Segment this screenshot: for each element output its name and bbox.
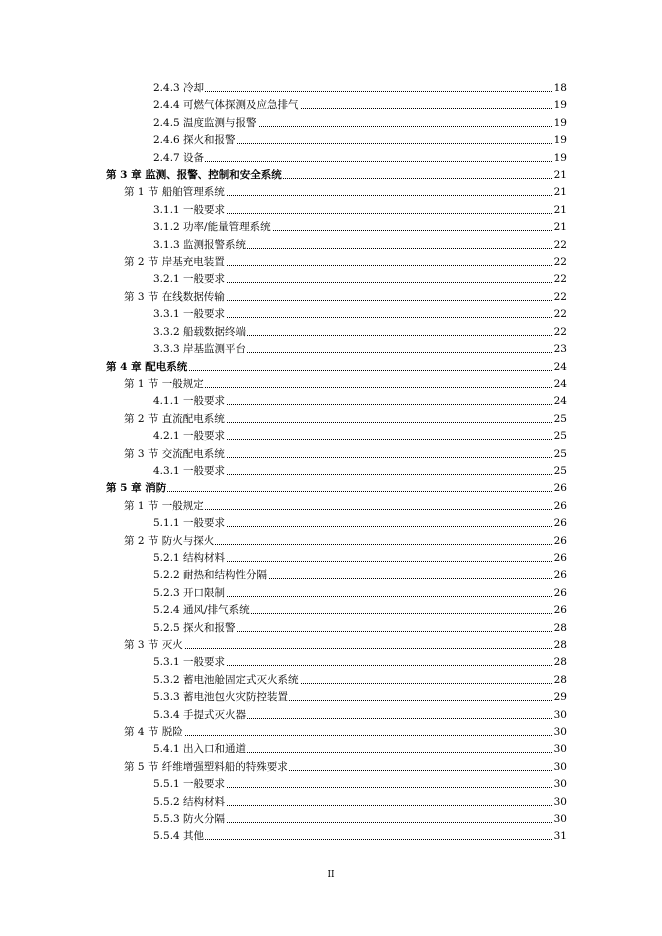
toc-entry-section[interactable] (0, 637, 662, 654)
toc-entry-sub[interactable] (0, 324, 662, 341)
toc-entry-sub[interactable] (0, 393, 662, 410)
toc-entry-title: 5.2.4 通风/排气系统 (153, 602, 251, 619)
toc-entry-title: 4.2.1 一般要求 (153, 428, 226, 445)
toc-entry-page: 19 (553, 116, 567, 129)
toc-entry-page: 21 (553, 169, 567, 182)
toc-entry-sub[interactable] (0, 80, 662, 97)
toc-entry-title: 第 4 节 脱险 (124, 724, 184, 741)
dot-leader (124, 648, 552, 649)
toc-entry-page: 28 (553, 673, 567, 686)
toc-entry-sub[interactable] (0, 341, 662, 358)
toc-entry-chapter[interactable] (0, 359, 662, 376)
toc-entry-page: 25 (553, 464, 567, 477)
toc-entry-page: 30 (553, 708, 567, 721)
toc-entry-page: 26 (553, 534, 567, 547)
toc-entry-sub[interactable] (0, 150, 662, 167)
toc-entry-title: 4.1.1 一般要求 (153, 393, 226, 410)
dot-leader (106, 491, 552, 492)
dot-leader (153, 91, 552, 92)
toc-entry-sub[interactable] (0, 741, 662, 758)
toc-entry-section[interactable] (0, 498, 662, 515)
toc-entry-page: 22 (553, 325, 567, 338)
toc-entry-sub[interactable] (0, 115, 662, 132)
toc-entry-title: 3.1.1 一般要求 (153, 202, 226, 219)
toc-entry-section[interactable] (0, 724, 662, 741)
toc-entry-page: 30 (553, 760, 567, 773)
toc-entry-page: 30 (553, 743, 567, 756)
toc-entry-title: 5.3.1 一般要求 (153, 654, 226, 671)
toc-entry-title: 第 2 节 岸基充电装置 (124, 254, 226, 271)
toc-entry-page: 26 (553, 604, 567, 617)
toc-entry-page: 24 (553, 395, 567, 408)
toc-entry-section[interactable] (0, 533, 662, 550)
toc-entry-title: 3.1.3 监测报警系统 (153, 237, 247, 254)
toc-entry-sub[interactable] (0, 567, 662, 584)
toc-entry-title: 2.4.4 可燃气体探测及应急排气 (153, 97, 300, 114)
toc-entry-page: 24 (553, 377, 567, 390)
toc-entry-title: 第 5 章 消防 (106, 480, 167, 497)
toc-entry-sub[interactable] (0, 306, 662, 323)
toc-entry-title: 第 2 节 防火与探火 (124, 533, 215, 550)
toc-entry-title: 5.2.1 结构材料 (153, 550, 226, 567)
toc-entry-page: 28 (553, 621, 567, 634)
toc-entry-section[interactable] (0, 184, 662, 201)
toc-entry-sub[interactable] (0, 776, 662, 793)
toc-entry-sub[interactable] (0, 794, 662, 811)
toc-entry-title: 3.2.1 一般要求 (153, 271, 226, 288)
toc-entry-page: 29 (553, 691, 567, 704)
toc-entry-title: 3.3.1 一般要求 (153, 306, 226, 323)
toc-entry-title: 第 2 节 直流配电系统 (124, 411, 226, 428)
toc-entry-section[interactable] (0, 254, 662, 271)
toc-entry-title: 5.5.2 结构材料 (153, 794, 226, 811)
toc-entry-page: 28 (553, 639, 567, 651)
toc-entry-title: 2.4.7 设备 (153, 150, 205, 167)
toc-entry-page: 30 (553, 778, 567, 791)
toc-entry-title: 5.5.1 一般要求 (153, 776, 226, 793)
toc-entry-page: 19 (553, 151, 567, 164)
toc-entry-sub[interactable] (0, 202, 662, 219)
toc-entry-sub[interactable] (0, 271, 662, 288)
toc-entry-title: 第 3 章 监测、报警、控制和安全系统 (106, 167, 283, 184)
toc-entry-sub[interactable] (0, 689, 662, 706)
toc-entry-sub[interactable] (0, 97, 662, 114)
toc-entry-title: 5.2.2 耐热和结构性分隔 (153, 567, 268, 584)
toc-entry-page: 22 (553, 308, 567, 321)
toc-entry-title: 第 3 节 在线数据传输 (124, 289, 226, 306)
toc-entry-page: 19 (553, 99, 567, 112)
toc-entry-title: 4.3.1 一般要求 (153, 463, 226, 480)
toc-entry-title: 第 4 章 配电系统 (106, 359, 188, 376)
toc-entry-sub[interactable] (0, 828, 662, 845)
toc-entry-page: 22 (553, 273, 567, 286)
dot-leader (124, 735, 552, 736)
toc-entry-title: 5.5.3 防火分隔 (153, 811, 226, 828)
toc-entry-page: 25 (553, 412, 567, 425)
toc-entry-page: 21 (553, 186, 567, 199)
toc-entry-page: 26 (553, 499, 567, 512)
toc-entry-page: 30 (553, 813, 567, 826)
toc-entry-page: 28 (553, 656, 567, 669)
toc-entry-page: 26 (553, 586, 567, 599)
toc-entry-sub[interactable] (0, 237, 662, 254)
toc-entry-page: 21 (553, 221, 567, 234)
dot-leader (153, 161, 552, 162)
toc-entry-title: 5.3.2 蓄电池舱固定式灭火系统 (153, 672, 300, 689)
toc-entry-page: 23 (553, 343, 567, 356)
toc-entry-page: 25 (553, 447, 567, 460)
toc-entry-title: 2.4.3 冷却 (153, 80, 205, 97)
toc-entry-section[interactable] (0, 446, 662, 463)
toc-entry-title: 5.2.3 开口限制 (153, 585, 226, 602)
toc-entry-sub[interactable] (0, 550, 662, 567)
toc-entry-page: 22 (553, 256, 567, 269)
toc-entry-title: 5.5.4 其他 (153, 828, 205, 845)
toc-entry-title: 2.4.6 探火和报警 (153, 132, 237, 149)
toc-entry-sub[interactable] (0, 602, 662, 619)
toc-entry-title: 5.3.4 手提式灭火器 (153, 707, 247, 724)
toc-entry-page: 18 (553, 82, 567, 94)
toc-entry-sub[interactable] (0, 463, 662, 480)
toc-entry-page: 22 (553, 290, 567, 303)
toc-entry-page: 26 (553, 569, 567, 582)
toc-entry-title: 2.4.5 温度监测与报警 (153, 115, 258, 132)
toc-entry-title: 第 3 节 交流配电系统 (124, 446, 226, 463)
toc-entry-page: 22 (553, 238, 567, 251)
toc-entry-sub[interactable] (0, 585, 662, 602)
toc-entry-sub[interactable] (0, 428, 662, 445)
toc-entry-sub[interactable] (0, 811, 662, 828)
toc-entry-title: 第 3 节 灭火 (124, 637, 184, 654)
toc-entry-page: 19 (553, 134, 567, 147)
toc-entry-section[interactable] (0, 289, 662, 306)
page-number: II (327, 870, 335, 880)
toc-entry-page: 25 (553, 430, 567, 443)
toc-entry-title: 第 1 节 船舶管理系统 (124, 184, 226, 201)
table-of-contents (0, 80, 662, 846)
toc-entry-page: 31 (553, 830, 567, 843)
toc-entry-page: 24 (553, 360, 567, 373)
toc-entry-page: 26 (553, 517, 567, 530)
toc-entry-sub[interactable] (0, 620, 662, 637)
toc-entry-sub[interactable] (0, 132, 662, 149)
toc-entry-section[interactable] (0, 411, 662, 428)
toc-entry-page: 21 (553, 203, 567, 216)
toc-entry-title: 3.1.2 功率/能量管理系统 (153, 219, 272, 236)
toc-entry-sub[interactable] (0, 515, 662, 532)
toc-entry-title: 第 5 节 纤维增强塑料船的特殊要求 (124, 759, 289, 776)
toc-entry-sub[interactable] (0, 672, 662, 689)
toc-entry-title: 5.2.5 探火和报警 (153, 620, 237, 637)
toc-entry-chapter[interactable] (0, 167, 662, 184)
toc-entry-title: 第 1 节 一般规定 (124, 498, 205, 515)
toc-entry-title: 5.4.1 出入口和通道 (153, 741, 247, 758)
toc-entry-sub[interactable] (0, 219, 662, 236)
toc-entry-section[interactable] (0, 759, 662, 776)
toc-entry-page: 30 (553, 795, 567, 808)
toc-entry-title: 5.3.3 蓄电池包火灾防控装置 (153, 689, 289, 706)
toc-entry-title: 3.3.3 岸基监测平台 (153, 341, 247, 358)
dot-leader (153, 839, 552, 840)
toc-entry-sub[interactable] (0, 707, 662, 724)
toc-entry-page: 26 (553, 551, 567, 564)
toc-entry-page: 30 (553, 726, 567, 739)
toc-entry-section[interactable] (0, 376, 662, 393)
toc-entry-title: 第 1 节 一般规定 (124, 376, 205, 393)
toc-entry-sub[interactable] (0, 654, 662, 671)
toc-entry-title: 5.1.1 一般要求 (153, 515, 226, 532)
toc-entry-chapter[interactable] (0, 480, 662, 497)
toc-entry-title: 3.3.2 船载数据终端 (153, 324, 247, 341)
toc-entry-page: 26 (553, 482, 567, 495)
